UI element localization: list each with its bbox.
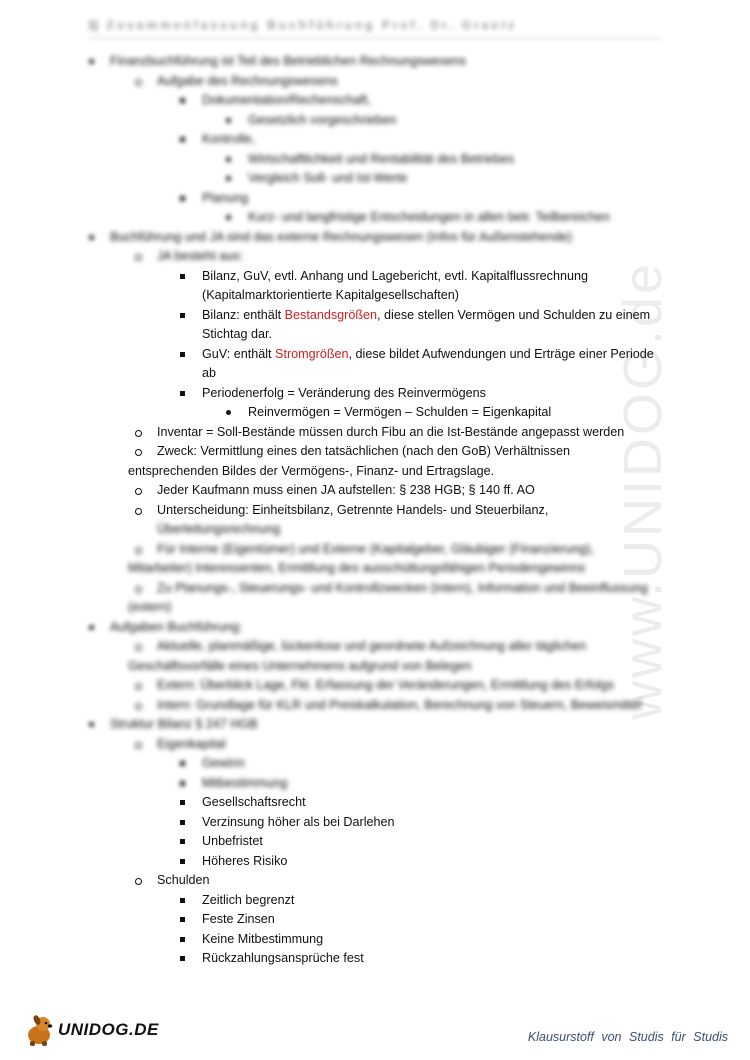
list-item-text bbox=[202, 893, 294, 907]
dot-bullet-icon bbox=[89, 722, 94, 727]
list-item bbox=[202, 130, 255, 150]
square-bullet-icon bbox=[180, 352, 185, 357]
text-run: Unbefristet bbox=[202, 834, 263, 848]
list-item-text bbox=[157, 483, 535, 497]
square-bullet-icon bbox=[180, 820, 185, 825]
circle-bullet-icon bbox=[135, 254, 142, 261]
list-item bbox=[157, 520, 280, 540]
list-item bbox=[202, 832, 263, 852]
square-bullet-icon bbox=[180, 391, 185, 396]
list-item bbox=[157, 442, 570, 462]
list-item-text bbox=[202, 815, 395, 829]
list-item bbox=[202, 891, 294, 911]
text-run: Unterscheidung: Einheitsbilanz, Getrennte Handels- und Steuerbilanz, bbox=[157, 502, 549, 517]
square-bullet-icon bbox=[180, 859, 185, 864]
list-item-text: Kontrolle, bbox=[202, 132, 256, 146]
list-item bbox=[157, 637, 586, 657]
list-item bbox=[157, 696, 641, 716]
list-item bbox=[202, 306, 650, 326]
text-run: (Kapitalmarktorientierte Kapitalgesellschaften) bbox=[202, 288, 459, 302]
list-item bbox=[157, 540, 594, 560]
list-item bbox=[128, 657, 472, 677]
list-item bbox=[202, 267, 588, 287]
dot-bullet-icon bbox=[226, 410, 231, 415]
list-item bbox=[202, 325, 272, 345]
list-item bbox=[202, 754, 245, 774]
list-item bbox=[157, 871, 210, 891]
list-item-text: Finanzbuchführung ist Teil des Betrieblichen Rechnungswesens bbox=[110, 54, 467, 68]
list-item-text bbox=[157, 503, 548, 517]
list-item-text bbox=[202, 347, 654, 361]
circle-bullet-icon bbox=[135, 430, 142, 437]
dog-icon bbox=[22, 1012, 58, 1048]
square-bullet-icon bbox=[180, 839, 185, 844]
list-item-text bbox=[202, 269, 588, 283]
list-item-text bbox=[202, 951, 364, 965]
list-item bbox=[202, 793, 306, 813]
list-item bbox=[110, 715, 258, 735]
page-header bbox=[88, 18, 662, 39]
document-title: Zusammenfassung Buchführung Prof. Dr. Graetz bbox=[106, 18, 518, 32]
text-run: ab bbox=[202, 366, 217, 380]
circle-bullet-icon bbox=[135, 644, 142, 651]
dot-bullet-icon bbox=[226, 215, 231, 220]
list-item-text: Buchführung und JA sind das externe Rechnungswesen (Infos für Außenstehende) bbox=[110, 229, 573, 244]
list-item bbox=[157, 501, 548, 521]
list-item bbox=[157, 481, 535, 501]
text-run: Bilanz, GuV, evtl. Anhang und Lagebericht, evtl. Kapitalflussrechnung bbox=[202, 268, 588, 283]
text-run: entsprechenden Bildes der Vermögens-, Finanz- und Ertragslage. bbox=[128, 463, 495, 478]
text-run: Schulden bbox=[157, 873, 210, 887]
list-item bbox=[202, 930, 323, 950]
text-run: GuV: enthält bbox=[202, 346, 276, 361]
dot-bullet-icon bbox=[226, 118, 231, 123]
list-item-text: Aufgabe des Rechnungswesens bbox=[157, 73, 338, 88]
list-item bbox=[248, 150, 514, 170]
list-item-text bbox=[202, 366, 216, 380]
list-item-text bbox=[202, 854, 287, 868]
list-item-text bbox=[202, 386, 486, 400]
list-item bbox=[202, 345, 654, 365]
square-bullet-icon bbox=[180, 98, 185, 103]
list-item-text bbox=[128, 464, 494, 478]
square-bullet-icon bbox=[180, 137, 185, 142]
text-run: , diese bildet Aufwendungen und Erträge einer Periode bbox=[348, 346, 654, 361]
list-item-text bbox=[202, 912, 275, 926]
dot-bullet-icon bbox=[89, 59, 94, 64]
list-item bbox=[110, 228, 572, 248]
list-item bbox=[128, 559, 585, 579]
square-bullet-icon bbox=[180, 937, 185, 942]
list-item bbox=[202, 774, 287, 794]
highlighted-term: Stromgrößen bbox=[275, 346, 349, 361]
square-bullet-icon bbox=[180, 800, 185, 805]
list-item bbox=[202, 852, 287, 872]
page-number: 1| bbox=[88, 18, 99, 32]
list-item bbox=[128, 462, 494, 482]
circle-bullet-icon bbox=[135, 586, 142, 593]
list-item-text bbox=[248, 405, 551, 419]
list-item bbox=[202, 813, 395, 833]
text-run: Verzinsung höher als bei Darlehen bbox=[202, 814, 395, 829]
circle-bullet-icon bbox=[135, 79, 142, 86]
text-run: Zeitlich begrenzt bbox=[202, 892, 295, 907]
list-item bbox=[157, 579, 648, 599]
list-item-text: Aktuelle, planmäßige, lückenlose und geordnete Aufzeichnung aller täglichen bbox=[157, 639, 587, 653]
text-run: , diese stellen Vermögen und Schulden zu einem bbox=[377, 307, 651, 322]
square-bullet-icon bbox=[180, 313, 185, 318]
list-item bbox=[248, 208, 610, 228]
text-run: Zweck: Vermittlung eines den tatsächlichen (nach den GoB) Verhältnissen bbox=[157, 444, 571, 458]
logo-text: UNIDOG.DE bbox=[58, 1020, 159, 1039]
text-run: Jeder Kaufmann muss einen JA aufstellen: § 238 HGB; § 140 ff. AO bbox=[157, 483, 535, 497]
list-item-text: (extern) bbox=[128, 600, 172, 614]
list-item bbox=[202, 910, 275, 930]
list-item-text bbox=[202, 932, 323, 946]
watermark: www.UNIDOG.de bbox=[613, 260, 673, 720]
dot-bullet-icon bbox=[89, 235, 94, 240]
list-item bbox=[128, 598, 171, 618]
list-item-text: Aufgaben Buchführung: bbox=[110, 619, 243, 634]
circle-bullet-icon bbox=[135, 878, 142, 885]
list-item-text: Struktur Bilanz § 247 HGB bbox=[110, 717, 258, 731]
list-item-text bbox=[202, 834, 263, 848]
list-item-text: Geschäftsvorfälle eines Unternehmens aufgrund von Belegen bbox=[128, 658, 472, 673]
list-item bbox=[248, 403, 551, 423]
circle-bullet-icon bbox=[135, 703, 142, 710]
text-run: Periodenerfolg = Veränderung des Reinvermögens bbox=[202, 385, 486, 400]
square-bullet-icon bbox=[180, 196, 185, 201]
list-item-text: Mitarbeiter) Interessenten, Ermittlung des ausschüttungsfähigen Periodengewinns bbox=[128, 561, 586, 575]
list-item bbox=[157, 735, 226, 755]
list-item-text: Wirtschaftlichkeit und Rentabilität des Betriebes bbox=[248, 151, 514, 166]
square-bullet-icon bbox=[180, 781, 185, 786]
list-item-text: Gesetzlich vorgeschrieben bbox=[248, 112, 397, 127]
text-run: Reinvermögen = Vermögen – Schulden = Eigenkapital bbox=[248, 405, 552, 419]
square-bullet-icon bbox=[180, 956, 185, 961]
list-item bbox=[202, 286, 459, 306]
list-item-text bbox=[157, 425, 624, 439]
text-run: Keine Mitbestimmung bbox=[202, 931, 324, 946]
list-item bbox=[202, 189, 248, 209]
list-item-text: Gewinn bbox=[202, 756, 245, 770]
dot-bullet-icon bbox=[89, 625, 94, 630]
list-item bbox=[202, 364, 216, 384]
circle-bullet-icon bbox=[135, 683, 142, 690]
list-item bbox=[157, 676, 614, 696]
list-item-text: Intern: Grundlage für KLR und Preiskalkulation, Berechnung von Steuern, Beweismittel bbox=[157, 697, 642, 712]
list-item bbox=[110, 52, 466, 72]
list-item-text: Zu Planungs-, Steuerungs- und Kontrollzwecken (intern), Information und Beeinflussung bbox=[157, 580, 648, 595]
list-item-text: Extern: Überblick Lage, Fkt. Erfassung der Veränderungen, Ermittlung des Erfolgs bbox=[157, 678, 615, 692]
text-run: Inventar = Soll-Bestände müssen durch Fibu an die Ist-Bestände angepasst werden bbox=[157, 424, 625, 439]
circle-bullet-icon bbox=[135, 449, 142, 456]
list-item-text bbox=[202, 795, 306, 809]
list-item-text: Kurz- und langfristige Entscheidungen in allen betr. Teilbereichen bbox=[248, 210, 610, 224]
list-item-text bbox=[157, 873, 210, 887]
list-item bbox=[202, 949, 364, 969]
list-item bbox=[202, 91, 371, 111]
list-item bbox=[110, 618, 242, 638]
text-run: Feste Zinsen bbox=[202, 912, 275, 926]
list-item bbox=[248, 111, 396, 131]
circle-bullet-icon bbox=[135, 742, 142, 749]
footer-slogan: Klausurstoff von Studis für Studis bbox=[527, 1030, 728, 1044]
list-item bbox=[157, 72, 338, 92]
list-item-text bbox=[202, 288, 459, 302]
list-item bbox=[248, 169, 407, 189]
circle-bullet-icon bbox=[135, 547, 142, 554]
list-item bbox=[157, 247, 243, 267]
text-run: Höheres Risiko bbox=[202, 853, 288, 868]
highlighted-term: Bestandsgrößen bbox=[284, 307, 378, 322]
list-item-text: Mitbestimmung bbox=[202, 775, 288, 790]
list-item-text: Überleitungsrechnung bbox=[157, 522, 281, 536]
circle-bullet-icon bbox=[135, 488, 142, 495]
text-run: Stichtag dar. bbox=[202, 327, 273, 341]
list-item-text bbox=[202, 308, 650, 322]
list-item bbox=[157, 423, 624, 443]
list-item-text bbox=[157, 444, 570, 458]
square-bullet-icon bbox=[180, 761, 185, 766]
circle-bullet-icon bbox=[135, 508, 142, 515]
list-item-text: Dokumentation/Rechenschaft, bbox=[202, 93, 371, 107]
square-bullet-icon bbox=[180, 898, 185, 903]
dot-bullet-icon bbox=[226, 157, 231, 162]
text-run: Bilanz: enthält bbox=[202, 307, 285, 322]
list-item-text: Vergleich Soll- und Ist-Werte bbox=[248, 171, 408, 185]
list-item-text bbox=[202, 327, 272, 341]
square-bullet-icon bbox=[180, 917, 185, 922]
list-item-text: Für Interne (Eigentümer) und Externe (Kapitalgeber, Gläubiger (Finanzierung), bbox=[157, 541, 594, 556]
list-item-text: Eigenkapital bbox=[157, 736, 226, 751]
text-run: Rückzahlungsansprüche fest bbox=[202, 951, 364, 965]
unidog-logo bbox=[22, 1012, 162, 1050]
list-item-text: JA besteht aus: bbox=[157, 249, 244, 263]
square-bullet-icon bbox=[180, 274, 185, 279]
dot-bullet-icon bbox=[226, 176, 231, 181]
list-item bbox=[202, 384, 486, 404]
text-run: Gesellschaftsrecht bbox=[202, 795, 306, 809]
list-item-text: Planung bbox=[202, 190, 249, 205]
